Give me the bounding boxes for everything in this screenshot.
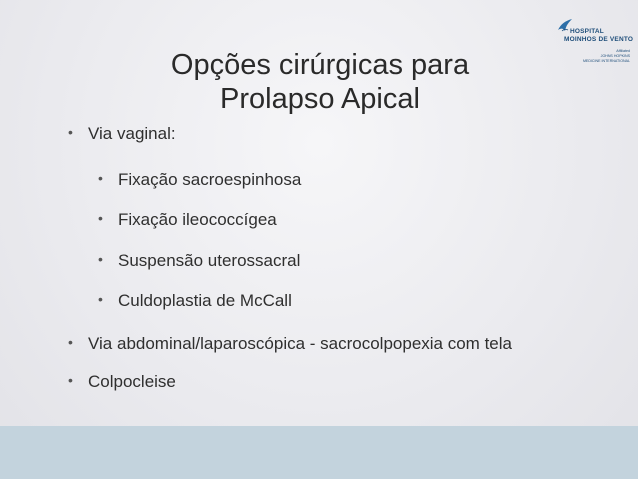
- bullet-dot: •: [98, 291, 103, 307]
- bullet-dot: •: [68, 334, 73, 350]
- slide-title: [100, 48, 540, 116]
- logo-line4: JOHNS HOPKINS: [600, 54, 630, 58]
- bullet-dot: •: [68, 124, 73, 140]
- bullet-text: Suspensão uterossacral: [118, 251, 301, 270]
- bullet-text: Fixação sacroespinhosa: [118, 170, 302, 189]
- bullet-text: Colpocleise: [88, 372, 176, 391]
- title-line1: Opções cirúrgicas para: [170, 49, 470, 81]
- bullet-item: [98, 210, 277, 230]
- bullet-text: Via abdominal/laparoscópica - sacrocolpopexia com tela: [88, 334, 512, 353]
- bullet-dot: •: [98, 170, 103, 186]
- footer-band: [0, 426, 638, 479]
- bullet-text: Fixação ileococcígea: [118, 210, 277, 229]
- bullet-item: [68, 334, 512, 354]
- bullet-dot: •: [98, 210, 103, 226]
- bullet-dot: •: [98, 251, 103, 267]
- bullet-item: [98, 251, 301, 271]
- bullet-text: Culdoplastia de McCall: [118, 291, 292, 310]
- bullet-dot: •: [68, 372, 73, 388]
- logo-line2: MOINHOS DE VENTO: [564, 36, 634, 43]
- bullet-item: [98, 170, 302, 190]
- bullet-item: [68, 372, 176, 392]
- title-line2: Prolapso Apical: [220, 83, 420, 115]
- bullet-text: Via vaginal:: [88, 124, 176, 143]
- logo-line1: HOSPITAL: [570, 28, 604, 35]
- bullet-item: [98, 291, 292, 311]
- bullet-item: [68, 124, 176, 144]
- logo-line5: MEDICINE INTERNATIONAL: [582, 59, 630, 63]
- logo-line3: Affiliated: [616, 49, 630, 53]
- hospital-logo: [556, 18, 632, 64]
